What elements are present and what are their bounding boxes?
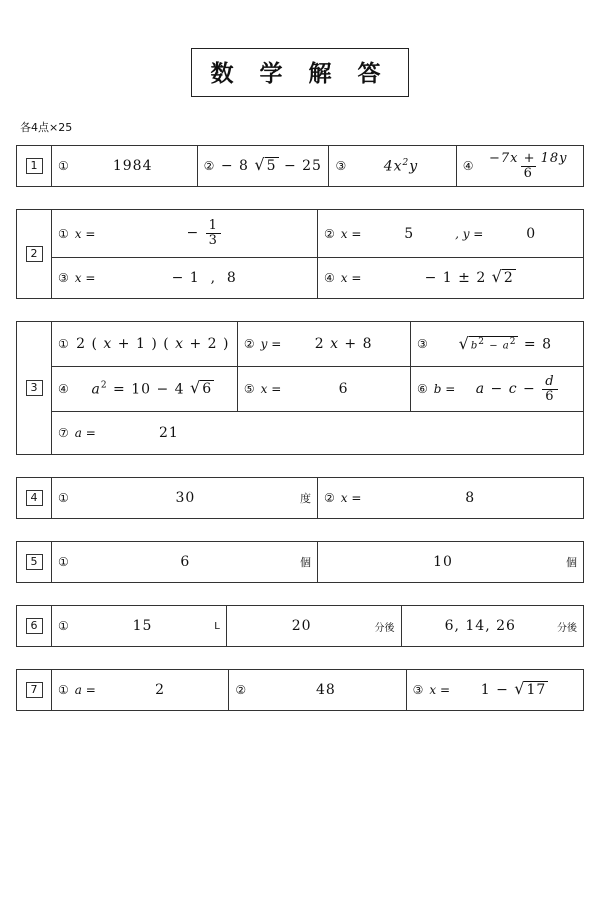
answer-cell-5-1[interactable] [52, 542, 317, 582]
problem-block-6 [16, 605, 584, 647]
answer-value: 1 − √ 17 [480, 678, 547, 698]
answer-unit: L [214, 620, 220, 632]
problem-number-5: 5 [17, 542, 52, 582]
item-marker: ④ [58, 382, 69, 396]
answer-cell-2-3[interactable] [52, 258, 317, 298]
problem-block-7 [16, 669, 584, 711]
answer-value-2: 0 [526, 225, 537, 242]
table-row [52, 322, 583, 366]
table-row [52, 670, 583, 710]
problem-number-2: 2 [17, 210, 52, 298]
item-marker: ③ [412, 683, 424, 697]
answer-value: 30 [175, 490, 196, 506]
problem-rows-2 [52, 210, 583, 298]
problem-rows-6 [52, 606, 583, 646]
answer-cell-1-2[interactable] [197, 146, 329, 186]
table-row [52, 257, 583, 298]
answer-value: 20 [291, 618, 312, 634]
problem-number-1: 1 [17, 146, 52, 186]
problem-number-7: 7 [17, 670, 52, 710]
answer-value: 5 [404, 225, 415, 242]
problem-rows-7 [52, 670, 583, 710]
answer-cell-3-2[interactable] [237, 322, 410, 366]
item-marker: ③ [335, 159, 347, 173]
answer-lead: a = [74, 683, 96, 697]
answer-value: 21 [158, 425, 179, 441]
answer-cell-6-1[interactable] [52, 606, 226, 646]
item-marker: ① [58, 555, 69, 569]
answer-unit: 個 [566, 556, 577, 569]
item-marker: ⑥ [416, 382, 428, 396]
table-row [52, 542, 583, 582]
problem-rows-1 [52, 146, 583, 186]
problem-number-6: 6 [17, 606, 52, 646]
problem-number-4: 4 [17, 478, 52, 518]
problem-block-4 [16, 477, 584, 519]
item-marker: ① [58, 337, 69, 351]
table-row [52, 210, 583, 257]
answer-cell-4-1[interactable] [52, 478, 317, 518]
page-title: 数 学 解 答 [191, 48, 408, 97]
answer-value: 2 ( x + 1 ) ( x + 2 ) [76, 336, 230, 352]
problem-rows-3 [52, 322, 583, 454]
answer-cell-7-3[interactable] [406, 670, 583, 710]
answer-value: 10 [433, 554, 453, 570]
answer-value: 2 [155, 682, 166, 698]
empty-area [246, 412, 583, 454]
answer-unit: 個 [300, 556, 311, 569]
answer-cell-4-2[interactable] [317, 478, 583, 518]
answer-value: − $\frac{1}{3}$ [97, 219, 311, 247]
answer-value: 15 [132, 618, 153, 634]
answer-lead-2: , y = [455, 226, 484, 241]
answer-cell-7-2[interactable] [228, 670, 405, 710]
answer-value: 8 [465, 490, 476, 506]
answer-lead: x = [429, 683, 451, 697]
table-row [52, 606, 583, 646]
item-marker: ④ [324, 271, 335, 285]
answer-value: $4x^2y$ [383, 157, 419, 175]
answer-value: − 8 √ 5 − 25 [220, 154, 322, 174]
item-marker: ② [243, 337, 255, 351]
answer-cell-1-4[interactable] [456, 146, 583, 186]
answer-unit: 分後 [557, 622, 577, 634]
answer-value: 48 [315, 682, 336, 698]
answer-value: 6 [180, 554, 191, 570]
scoring-note: 各4点×25 [20, 121, 73, 134]
item-marker: ④ [462, 159, 474, 173]
answer-value: 6, 14, 26 [444, 618, 516, 634]
answer-cell-2-2[interactable] [317, 210, 583, 257]
item-marker: ② [203, 159, 215, 173]
answer-value: 1984 [112, 158, 153, 174]
problem-block-3 [16, 321, 584, 455]
item-marker: ① [58, 159, 69, 173]
answer-cell-3-1[interactable] [52, 322, 237, 366]
answer-unit: 度 [300, 492, 311, 505]
answer-lead: x = [340, 226, 362, 241]
answer-cell-7-1[interactable] [52, 670, 228, 710]
answer-cell-3-4[interactable] [52, 367, 237, 411]
answer-value: − 1 ± 2 √ 2 [424, 266, 514, 286]
problem-block-1 [16, 145, 584, 187]
answer-cell-6-2[interactable] [226, 606, 401, 646]
answer-value: 2 x + 8 [314, 336, 373, 352]
item-marker: ③ [58, 271, 69, 285]
answer-value: $a^2 = 10 - 4$ √ 6 [91, 377, 213, 397]
answer-value: $\frac{-7x + 18y}{6}$ [488, 150, 568, 181]
answer-cell-3-7[interactable] [52, 412, 246, 454]
answer-cell-3-5[interactable] [237, 367, 410, 411]
table-row [52, 146, 583, 186]
problem-block-2 [16, 209, 584, 299]
item-marker: ① [58, 491, 69, 505]
item-marker: ① [58, 683, 69, 697]
answer-lead: x = [74, 226, 96, 241]
answer-lead: a = [74, 426, 96, 440]
answer-value: − 1 , 8 [171, 270, 237, 286]
answer-cell-6-3[interactable] [401, 606, 583, 646]
problem-number-3: 3 [17, 322, 52, 454]
answer-cell-1-1[interactable] [52, 146, 197, 186]
answer-lead: x = [340, 491, 362, 505]
answer-lead: x = [74, 271, 96, 285]
answer-cell-2-1[interactable] [52, 210, 317, 257]
item-marker: ② [324, 491, 335, 505]
answer-value: 6 [338, 381, 349, 397]
answer-lead: y = [260, 337, 282, 351]
item-marker: ② [235, 683, 247, 697]
item-marker: ② [324, 226, 335, 241]
answer-lead: b = [433, 382, 456, 396]
table-row [52, 478, 583, 518]
answer-value: √ b2 − a2 = 8 [458, 333, 553, 353]
table-row [52, 366, 583, 411]
answer-lead: x = [260, 382, 282, 396]
item-marker: ⑤ [243, 382, 255, 396]
title-area [16, 0, 584, 97]
problem-block-5 [16, 541, 584, 583]
item-marker: ① [58, 226, 69, 241]
problem-rows-5 [52, 542, 583, 582]
answer-cell-3-6[interactable] [410, 367, 583, 411]
problem-rows-4 [52, 478, 583, 518]
table-row [52, 411, 583, 454]
item-marker: ⑦ [58, 426, 69, 440]
answer-cell-1-3[interactable] [328, 146, 455, 186]
answer-cell-5-2[interactable] [317, 542, 583, 582]
answer-cell-2-4[interactable] [317, 258, 583, 298]
item-marker: ① [58, 619, 69, 633]
answer-value: a − c − $\frac{d}{6}$ [457, 375, 577, 403]
answer-unit: 分後 [374, 622, 395, 634]
answer-cell-3-3[interactable] [410, 322, 583, 366]
item-marker: ③ [416, 337, 428, 351]
answer-lead: x = [340, 271, 362, 285]
